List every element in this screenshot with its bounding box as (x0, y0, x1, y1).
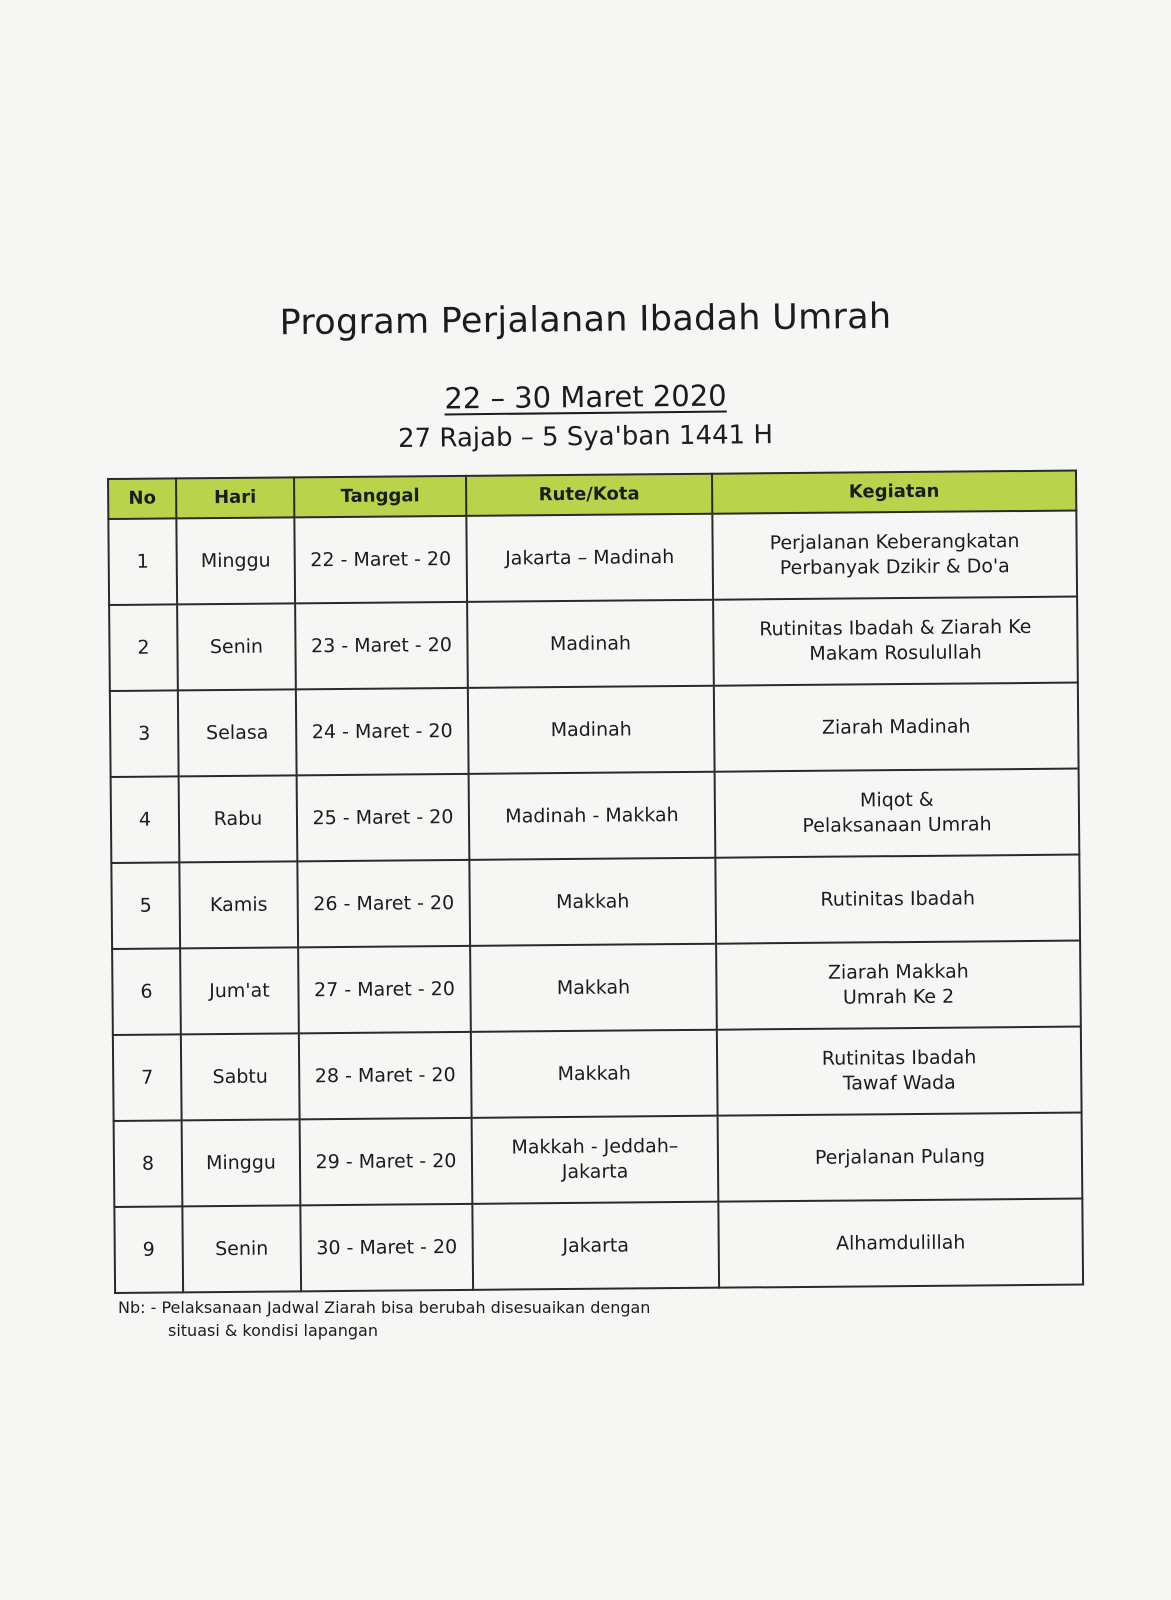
header-tanggal: Tanggal (294, 476, 466, 517)
cell-kegiatan: Miqot & Pelaksanaan Umrah (715, 769, 1080, 858)
table-row (110, 683, 1079, 777)
date-range-text: 22 – 30 Maret 2020 (444, 378, 727, 416)
table-row (114, 1199, 1083, 1293)
cell-no: 2 (109, 604, 178, 691)
cell-no: 3 (110, 690, 179, 777)
footnote-line-2: situasi & kondisi lapangan (168, 1321, 378, 1341)
cell-tanggal: 24 - Maret - 20 (296, 688, 469, 775)
header-rute: Rute/Kota (466, 474, 712, 516)
cell-tanggal: 22 - Maret - 20 (294, 516, 467, 603)
cell-tanggal: 29 - Maret - 20 (300, 1118, 473, 1205)
cell-no: 9 (114, 1206, 183, 1293)
cell-hari: Minggu (182, 1119, 301, 1206)
cell-hari: Jum'at (180, 947, 299, 1034)
cell-hari: Senin (177, 603, 296, 690)
cell-hari: Minggu (176, 517, 295, 604)
cell-tanggal: 25 - Maret - 20 (297, 774, 470, 861)
footnote (118, 1296, 650, 1342)
cell-tanggal: 28 - Maret - 20 (299, 1032, 472, 1119)
cell-kegiatan: Rutinitas Ibadah Tawaf Wada (717, 1027, 1082, 1116)
cell-kegiatan: Ziarah Madinah (714, 683, 1079, 772)
cell-kegiatan: Perjalanan Pulang (718, 1113, 1083, 1202)
cell-no: 1 (108, 518, 177, 605)
table-row (113, 1027, 1082, 1121)
cell-no: 5 (111, 862, 180, 949)
cell-rute: Makkah (469, 858, 716, 946)
cell-kegiatan: Alhamdulillah (718, 1199, 1083, 1288)
cell-tanggal: 23 - Maret - 20 (295, 602, 468, 689)
cell-rute: Madinah (467, 600, 714, 688)
cell-hari: Senin (182, 1205, 301, 1292)
header-hari: Hari (176, 477, 294, 518)
table-row (111, 769, 1080, 863)
cell-kegiatan: Rutinitas Ibadah (715, 855, 1080, 944)
table-body (108, 511, 1083, 1293)
cell-rute: Madinah - Makkah (469, 772, 716, 860)
cell-rute: Makkah (470, 944, 717, 1032)
cell-rute: Jakarta (472, 1202, 719, 1290)
cell-hari: Sabtu (181, 1033, 300, 1120)
header-kegiatan: Kegiatan (712, 471, 1076, 514)
cell-kegiatan: Rutinitas Ibadah & Ziarah Ke Makam Rosulullah (713, 597, 1078, 686)
cell-rute: Makkah (471, 1030, 718, 1118)
cell-rute: Makkah - Jeddah– Jakarta (472, 1116, 719, 1204)
table-row (109, 597, 1078, 691)
cell-no: 6 (112, 948, 181, 1035)
cell-rute: Madinah (468, 686, 715, 774)
date-range (0, 374, 1171, 420)
itinerary-table (107, 470, 1084, 1294)
cell-tanggal: 26 - Maret - 20 (297, 860, 470, 947)
itinerary-table-container (107, 470, 1082, 1294)
table-row (111, 855, 1080, 949)
cell-hari: Selasa (178, 689, 297, 776)
hijri-date-range: 27 Rajab – 5 Sya'ban 1441 H (397, 420, 774, 454)
footnote-line-1: Nb: - Pelaksanaan Jadwal Ziarah bisa berubah disesuaikan dengan (118, 1298, 651, 1317)
cell-kegiatan: Ziarah Makkah Umrah Ke 2 (716, 941, 1081, 1030)
table-row (114, 1113, 1083, 1207)
table-row (112, 941, 1081, 1035)
cell-tanggal: 30 - Maret - 20 (300, 1204, 473, 1291)
cell-hari: Kamis (179, 861, 298, 948)
document-title: Program Perjalanan Ibadah Umrah (279, 296, 892, 344)
cell-hari: Rabu (179, 775, 298, 862)
cell-tanggal: 27 - Maret - 20 (298, 946, 471, 1033)
cell-no: 4 (111, 776, 180, 863)
cell-kegiatan: Perjalanan Keberangkatan Perbanyak Dzikir & Do'a (712, 511, 1077, 600)
cell-rute: Jakarta – Madinah (466, 514, 713, 602)
cell-no: 8 (114, 1120, 183, 1207)
table-row (108, 511, 1077, 605)
header-no: No (108, 478, 176, 519)
cell-no: 7 (113, 1034, 182, 1121)
